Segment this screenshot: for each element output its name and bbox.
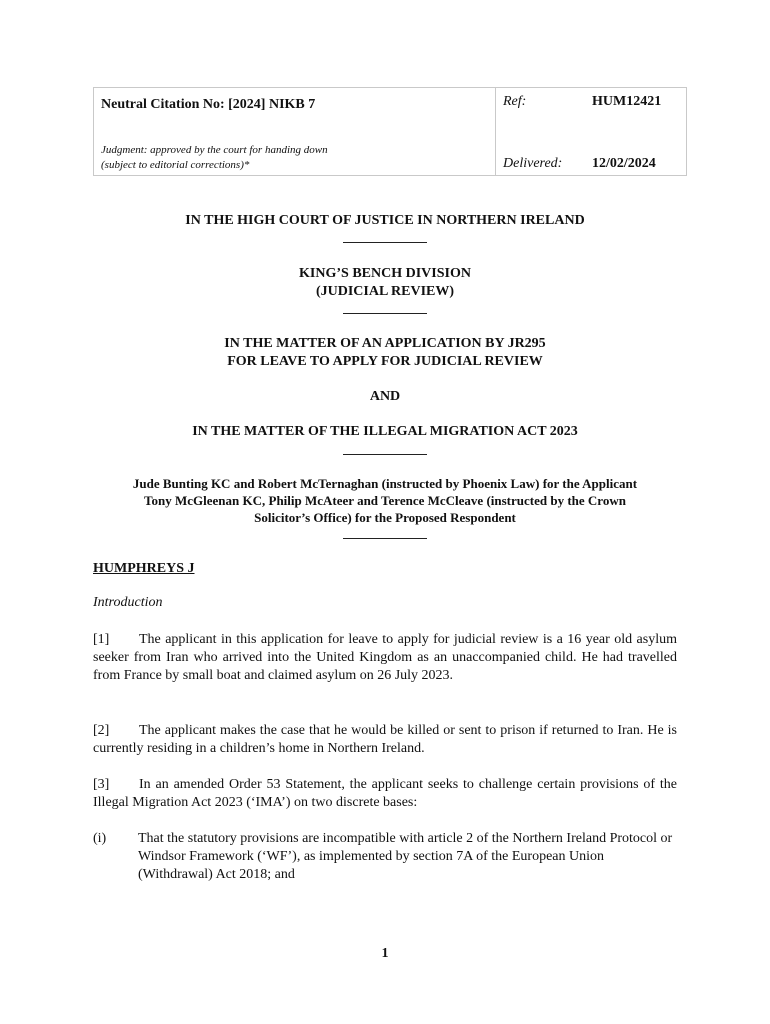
delivered-value: 12/02/2024 — [592, 156, 656, 171]
paragraph-number: [1] — [93, 632, 110, 647]
division-subtitle: (JUDICIAL REVIEW) — [315, 284, 455, 299]
paragraph-text: In an amended Order 53 Statement, the applicant seeks to challenge certain provisions of the Illegal Migration Act 2023 (‘IMA’) on two discrete bases: — [93, 777, 677, 810]
list-item-number: (i) — [93, 831, 107, 846]
counsel-line1: Jude Bunting KC and Robert McTernaghan (instructed by Phoenix Law) for the Applicant — [132, 476, 638, 491]
judgment-note-line2: (subject to editorial corrections)* — [101, 159, 250, 171]
court-title: IN THE HIGH COURT OF JUSTICE IN NORTHERN IRELAND — [185, 213, 585, 228]
paragraph-3 — [93, 776, 677, 812]
section-heading: Introduction — [93, 595, 163, 610]
and-heading: AND — [369, 389, 401, 404]
neutral-citation: Neutral Citation No: [2024] NIKB 7 — [101, 97, 316, 112]
paragraph-1 — [93, 631, 677, 685]
division-title: KING’S BENCH DIVISION — [299, 266, 471, 281]
matter-application-line1: IN THE MATTER OF AN APPLICATION BY JR295 — [224, 336, 546, 351]
divider-rule — [343, 313, 427, 314]
paragraph-text: The applicant in this application for leave to apply for judicial review is a 16 year old asylum seeker from Iran who arrived into the United Kingdom as an unaccompanied child. He had travelled from France by small boat and claimed asylum on 26 July 2023. — [93, 632, 677, 683]
list-item — [93, 830, 677, 884]
ref-label: Ref: — [503, 94, 527, 109]
paragraph-number: [3] — [93, 777, 110, 792]
header-table — [93, 87, 687, 176]
judgment-note-line1: Judgment: approved by the court for handing down — [101, 144, 328, 156]
delivered-label: Delivered: — [503, 156, 563, 171]
paragraph-2 — [93, 722, 677, 758]
divider-rule — [343, 454, 427, 455]
ref-value: HUM12421 — [592, 94, 662, 109]
counsel-line3: Solicitor’s Office) for the Proposed Respondent — [254, 510, 516, 525]
matter-application-line2: FOR LEAVE TO APPLY FOR JUDICIAL REVIEW — [227, 354, 543, 369]
divider-rule — [343, 242, 427, 243]
list-item-text: That the statutory provisions are incompatible with article 2 of the Northern Ireland Protocol or Windsor Framework (‘WF’), as implemented by section 7A of the European Union (Withdrawal) Act 2018; and — [138, 831, 673, 882]
header-divider — [495, 88, 496, 175]
judgment-note — [101, 143, 431, 173]
paragraph-text: The applicant makes the case that he would be killed or sent to prison if returned to Iran. He is currently residing in a children’s home in Northern Ireland. — [93, 723, 677, 756]
page-number: 1 — [381, 946, 389, 961]
judge-name: HUMPHREYS J — [93, 561, 195, 576]
paragraph-number: [2] — [93, 723, 110, 738]
counsel-line2: Tony McGleenan KC, Philip McAteer and Terence McCleave (instructed by the Crown — [144, 493, 626, 508]
divider-rule — [343, 538, 427, 539]
matter-act-heading: IN THE MATTER OF THE ILLEGAL MIGRATION ACT 2023 — [192, 424, 578, 439]
